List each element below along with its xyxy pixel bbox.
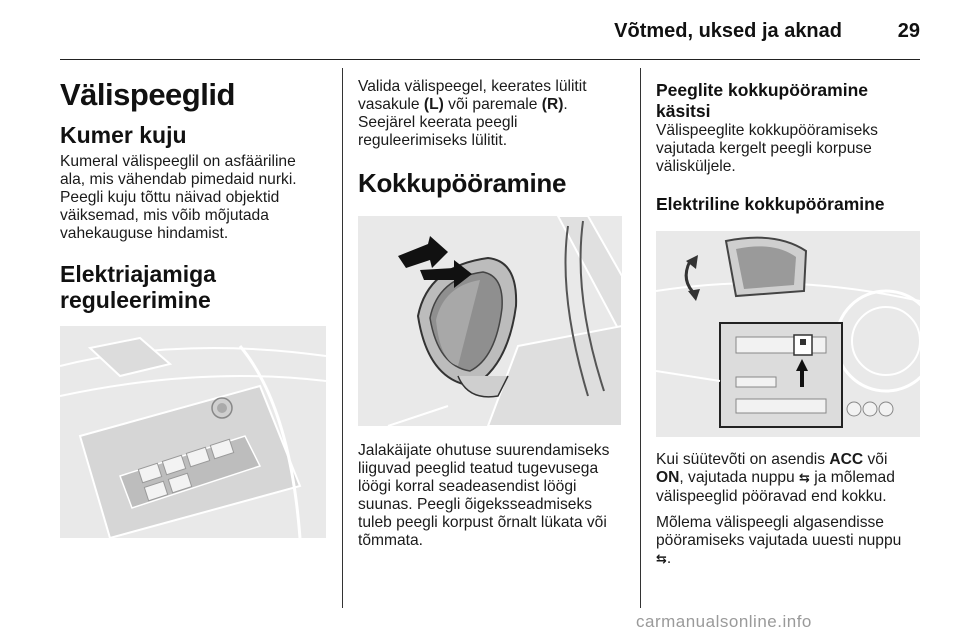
text-line: vajutada kergelt peegli korpuse: [656, 140, 872, 157]
text-line: välisküljele.: [656, 158, 736, 175]
text-line: pööramiseks vajutada uuesti nuppu: [656, 532, 902, 549]
heading-line: Peeglite kokkupööramine: [656, 80, 869, 100]
text-line: väiksemad, mis võib mõjutada: [60, 206, 269, 224]
page-number: 29: [897, 20, 920, 42]
column-divider-2: [640, 68, 641, 608]
text-run: .: [563, 96, 568, 113]
text-run: vasakule: [358, 96, 424, 113]
ignition-on: ON: [656, 469, 680, 486]
text-run: , vajutada nuppu: [679, 469, 800, 486]
paragraph-select-mirror: [358, 78, 628, 150]
text-line: [358, 96, 628, 114]
heading-line: reguleerimine: [60, 287, 211, 314]
page-header: [0, 0, 960, 60]
heading-line: käsitsi: [656, 101, 711, 121]
heading-elektriajamiga: [60, 261, 328, 314]
door-switch-illustration: [60, 326, 326, 538]
text-run: ja mõlemad: [809, 469, 895, 486]
text-line: vahekauguse hindamist.: [60, 224, 229, 242]
text-run: .: [666, 550, 672, 567]
text-line: välispeeglid pööravad end kokku.: [656, 488, 887, 505]
text-line: [656, 550, 926, 569]
paragraph-manual-fold: [656, 122, 926, 176]
ignition-acc: ACC: [829, 451, 864, 468]
heading-kumer-kuju: Kumer kuju: [60, 122, 187, 149]
text-line: Kumeral välispeeglil on asfääriline: [60, 152, 296, 170]
fold-button-icon: ⇆: [799, 471, 810, 486]
fold-button-icon: ⇆: [656, 552, 667, 567]
section-title: Võtmed, uksed ja aknad: [614, 20, 842, 42]
paragraph-kokkupooramine: [358, 442, 628, 550]
watermark: carmanualsonline.info: [636, 612, 812, 631]
heading-valispeeglid: Välispeeglid: [60, 77, 235, 112]
fold-button-illustration: [656, 231, 920, 437]
text-line: Mõlema välispeegli algasendisse: [656, 514, 884, 531]
column-1: [60, 68, 328, 538]
text-line: [656, 469, 926, 488]
text-line: Välispeeglite kokkupööramiseks: [656, 122, 878, 139]
paragraph-unfold: [656, 514, 926, 569]
text-line: reguleerimiseks lülitit.: [358, 132, 508, 149]
paragraph-electric-fold: [656, 451, 926, 506]
text-run: või: [863, 451, 888, 468]
header-rule: [60, 59, 920, 60]
column-3: [656, 68, 926, 569]
text-line: tuleb peegli korpust õrnalt lükata või: [358, 514, 607, 532]
text-line: Peegli kuju tõttu näivad objektid: [60, 188, 280, 206]
mirror-fold-illustration: [358, 216, 622, 426]
heading-manual-fold: [656, 80, 926, 122]
column-2: [358, 68, 628, 550]
paragraph-kumer-kuju: [60, 153, 328, 243]
heading-kokkupooramine: Kokkupööramine: [358, 168, 567, 198]
heading-electric-fold: Elektriline kokkupööramine: [656, 194, 885, 214]
text-line: suunas. Peegli õigeksseadmiseks: [358, 496, 593, 514]
column-divider-1: [342, 68, 343, 608]
heading-line: Elektriajamiga: [60, 260, 216, 287]
label-left: (L): [423, 96, 444, 113]
text-line: ala, mis vähendab pimedaid nurki.: [60, 170, 297, 188]
text-line: liiguvad peeglid teatud tugevusega: [358, 460, 599, 478]
text-line: tõmmata.: [358, 532, 423, 550]
text-line: Seejärel keerata peegli: [358, 114, 518, 131]
text-line: löögi korral seadeasendist löögi: [358, 478, 577, 496]
text-run: Kui süütevõti on asendis: [656, 451, 830, 468]
text-run: või paremale: [443, 96, 542, 113]
text-line: Jalakäijate ohutuse suurendamiseks: [358, 442, 610, 460]
text-line: [656, 451, 926, 469]
text-line: Valida välispeegel, keerates lülitit: [358, 78, 587, 95]
label-right: (R): [541, 96, 564, 113]
